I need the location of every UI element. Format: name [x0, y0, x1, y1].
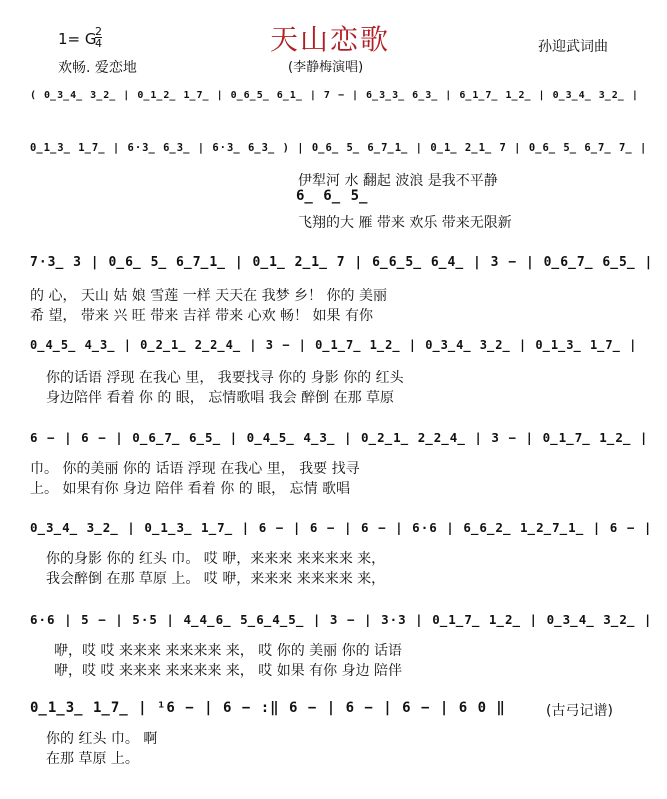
lyrics-line-7a: 咿，哎 哎 来来来 来来来来 来， 哎 你的 美丽 你的 话语 — [54, 643, 403, 659]
transcriber-credit: (古弓记谱) — [546, 703, 613, 719]
notation-line-2: 0̲1̲3̲ 1̲7̲ | 6·3̲ 6̲3̲ | 6·3̲ 6̲3̲ ) | 0̲6̲ 5̲ 6̲7̲1̲ | 0̲1̲ 2̲1̲ 7 | 0̲6̲ 5̲ 6̲7̲ 7̲ | — [30, 142, 648, 154]
song-title: 天山恋歌 — [270, 23, 391, 56]
composer-credit: 孙迎武词曲 — [538, 39, 608, 55]
notation-line-8: 0̲1̲3̲ 1̲7̲ | ¹6 − | 6 − :‖ 6 − | 6 − | 6 − | 6 0 ‖ — [30, 700, 506, 716]
notation-line-7: 6·6 | 5 − | 5·5 | 4̲4̲6̲ 5̲6̲4̲5̲ | 3 − | 3·3 | 0̲1̲7̲ 1̲2̲ | 0̲3̲4̲ 3̲2̲ | — [30, 612, 653, 627]
notation-line-5: 6 − | 6 − | 0̲6̲7̲ 6̲5̲ | 0̲4̲5̲ 4̲3̲ | 0̲2̲1̲ 2̲2̲4̲ | 3 − | 0̲1̲7̲ 1̲2̲ | — [30, 430, 649, 445]
lyrics-line-2a: 伊犁河 水 翻起 波浪 是我不平静 — [298, 173, 498, 189]
lyrics-line-8b: 在那 草原 上。 — [46, 751, 139, 767]
lyrics-line-8a: 你的 红头 巾。 啊 — [46, 731, 158, 747]
lyrics-line-5b: 上。 如果有你 身边 陪伴 看着 你 的 眼， 忘情 歌唱 — [30, 481, 351, 497]
lyrics-line-3b: 希 望， 带来 兴 旺 带来 吉祥 带来 心欢 畅！ 如果 有你 — [30, 308, 373, 324]
lyrics-line-5a: 巾。 你的美丽 你的 话语 浮现 在我心 里， 我要 找寻 — [30, 461, 360, 477]
time-signature-bottom: 4 — [95, 37, 102, 50]
lyrics-line-4b: 身边陪伴 看着 你 的 眼， 忘情歌唱 我会 醉倒 在那 草原 — [46, 390, 395, 406]
lyrics-line-6b: 我会醉倒 在那 草原 上。 哎 咿，来来来 来来来来 来， — [46, 571, 386, 587]
singer-credit: (李静梅演唱) — [288, 60, 364, 75]
lyrics-line-3a: 的 心， 天山 姑 娘 雪莲 一样 天天在 我梦 乡！ 你的 美丽 — [30, 288, 387, 304]
lyrics-line-7b: 咿，哎 哎 来来来 来来来来 来， 哎 如果 有你 身边 陪伴 — [54, 663, 403, 679]
notation-line-6: 0̲3̲4̲ 3̲2̲ | 0̲1̲3̲ 1̲7̲ | 6 − | 6 − | 6 − | 6·6 | 6̲6̲2̲ 1̲2̲7̲1̲ | 6 − | — [30, 520, 653, 535]
lyrics-line-6a: 你的身影 你的 红头 巾。 哎 咿，来来来 来来来来 来， — [46, 551, 386, 567]
time-signature — [95, 26, 102, 49]
notation-line-4: 0̲4̲5̲ 4̲3̲ | 0̲2̲1̲ 2̲2̲4̲ | 3 − | 0̲1̲7̲ 1̲2̲ | 0̲3̲4̲ 3̲2̲ | 0̲1̲3̲ 1̲7̲ | — [30, 338, 638, 352]
lyrics-line-4a: 你的话语 浮现 在我心 里， 我要找寻 你的 身影 你的 红头 — [46, 370, 404, 386]
alternate-notes-line-2: 6̲ 6̲ 5̲ — [296, 188, 369, 204]
lyrics-line-2b: 飞翔的大 雁 带来 欢乐 带来无限新 — [298, 215, 512, 231]
tempo-mark: 欢畅. 爱恋地 — [58, 60, 137, 76]
key-signature: 1= G — [58, 30, 97, 48]
notation-line-3: 7·3̲ 3 | 0̲6̲ 5̲ 6̲7̲1̲ | 0̲1̲ 2̲1̲ 7 | 6̲6̲5̲ 6̲4̲ | 3 − | 0̲6̲7̲ 6̲5̲ | — [30, 255, 654, 270]
time-signature-top: 2 — [95, 25, 102, 38]
notation-line-1: ( 0̲3̲4̲ 3̲2̲ | 0̲1̲2̲ 1̲7̲ | 0̲6̲5̲ 6̲1̲ | 7 − | 6̲3̲3̲ 6̲3̲ | 6̲1̲7̲ 1̲2̲ | 0̲3̲4̲ 3̲2̲ | — [30, 90, 639, 101]
